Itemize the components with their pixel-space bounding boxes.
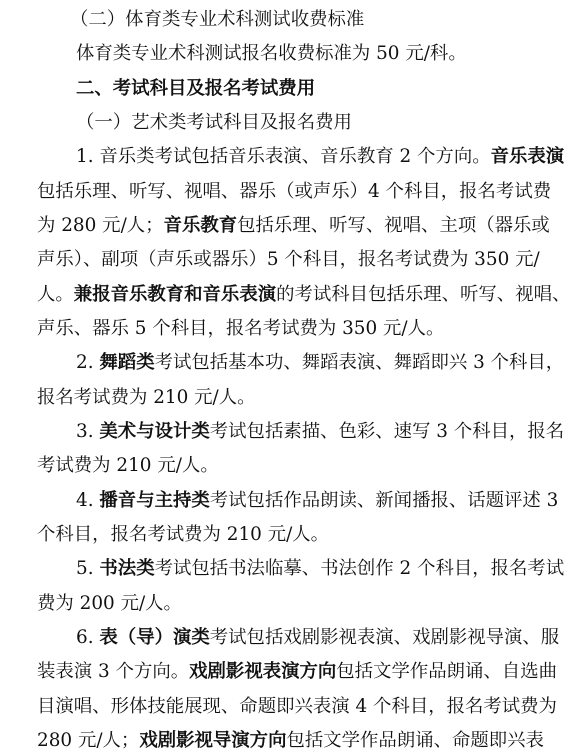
text-run: 为 280 元/人； [37,215,164,236]
text-run: 人。 [37,284,74,305]
paragraph-music-line: 声乐）、副项（声乐或器乐）5 个科目，报名考试费为 350 元/ [37,249,540,270]
text-run: 考试包括书法临摹、书法创作 2 个科目，报名考试 [154,558,565,579]
text-run: 3. [76,421,100,442]
bold-term: 兼报音乐教育和音乐表演 [73,284,277,305]
subsection-heading-sports: （二）体育类专业术科测试收费标准 [70,9,365,30]
paragraph-drama-line: 目演唱、形体技能展现、命题即兴表演 4 个科目，报名考试费为 [37,696,557,717]
bold-term: 表（导）演类 [99,627,210,648]
text-run: 考试包括作品朗读、新闻播报、话题评述 3 [209,490,559,511]
paragraph-art-design-line [76,419,564,445]
sports-fee-text: 体育类专业术科测试报名收费标准为 50 元/科。 [76,43,467,64]
paragraph-music-line [37,213,550,239]
paragraph-music-line: 声乐、器乐 5 个科目，报名考试费为 350 元/人。 [37,318,445,339]
paragraph-drama-line [37,728,544,754]
text-run: 考试包括戏剧影视表演、戏剧影视导演、服 [209,627,560,648]
bold-term: 戏剧影视导演方向 [139,730,287,751]
text-run: 考试包括素描、色彩、速写 3 个科目，报名 [209,421,565,442]
bold-term: 音乐教育 [163,215,238,236]
bold-term: 戏剧影视表演方向 [189,661,337,682]
paragraph-music-line [37,282,570,308]
text-run: 包括文学作品朗诵、命题即兴表 [286,730,544,751]
paragraph-music-line [76,144,564,170]
paragraph-broadcast-line: 个科目，报名考试费为 210 元/人。 [37,524,330,545]
bold-term: 播音与主持类 [99,490,210,511]
bold-term: 音乐表演 [490,146,565,167]
text-run: 包括乐理、听写、视唱、主项（器乐或 [237,215,550,236]
bold-term: 美术与设计类 [99,421,210,442]
text-run: 5. [76,558,100,579]
subsection-heading-art: （一）艺术类考试科目及报名费用 [76,112,352,133]
text-run: 280 元/人； [37,730,140,751]
paragraph-broadcast-line [76,488,558,514]
text-run: 1. 音乐类考试包括音乐表演、音乐教育 2 个方向。 [76,146,491,167]
paragraph-dance-line [76,350,564,376]
text-run: 装表演 3 个方向。 [37,661,190,682]
text-run: 的考试科目包括乐理、听写、视唱、 [276,284,571,305]
text-run: 6. [76,627,100,648]
bold-term: 书法类 [99,558,155,579]
text-run: 包括文学作品朗诵、自选曲 [336,661,557,682]
bold-term: 舞蹈类 [99,352,155,373]
paragraph-dance-line: 报名考试费为 210 元/人。 [37,387,256,408]
paragraph-calligraphy-line: 费为 200 元/人。 [37,593,182,614]
paragraph-art-design-line: 考试费为 210 元/人。 [37,455,219,476]
paragraph-drama-line [37,659,557,685]
paragraph-calligraphy-line [76,556,564,582]
section-title: 二、考试科目及报名考试费用 [76,78,316,99]
paragraph-music-line: 包括乐理、听写、视唱、器乐（或声乐）4 个科目，报名考试费 [37,181,552,202]
paragraph-drama-line [76,625,559,651]
text-run: 考试包括基本功、舞蹈表演、舞蹈即兴 3 个科目， [154,352,565,373]
text-run: 4. [76,490,100,511]
text-run: 2. [76,352,100,373]
